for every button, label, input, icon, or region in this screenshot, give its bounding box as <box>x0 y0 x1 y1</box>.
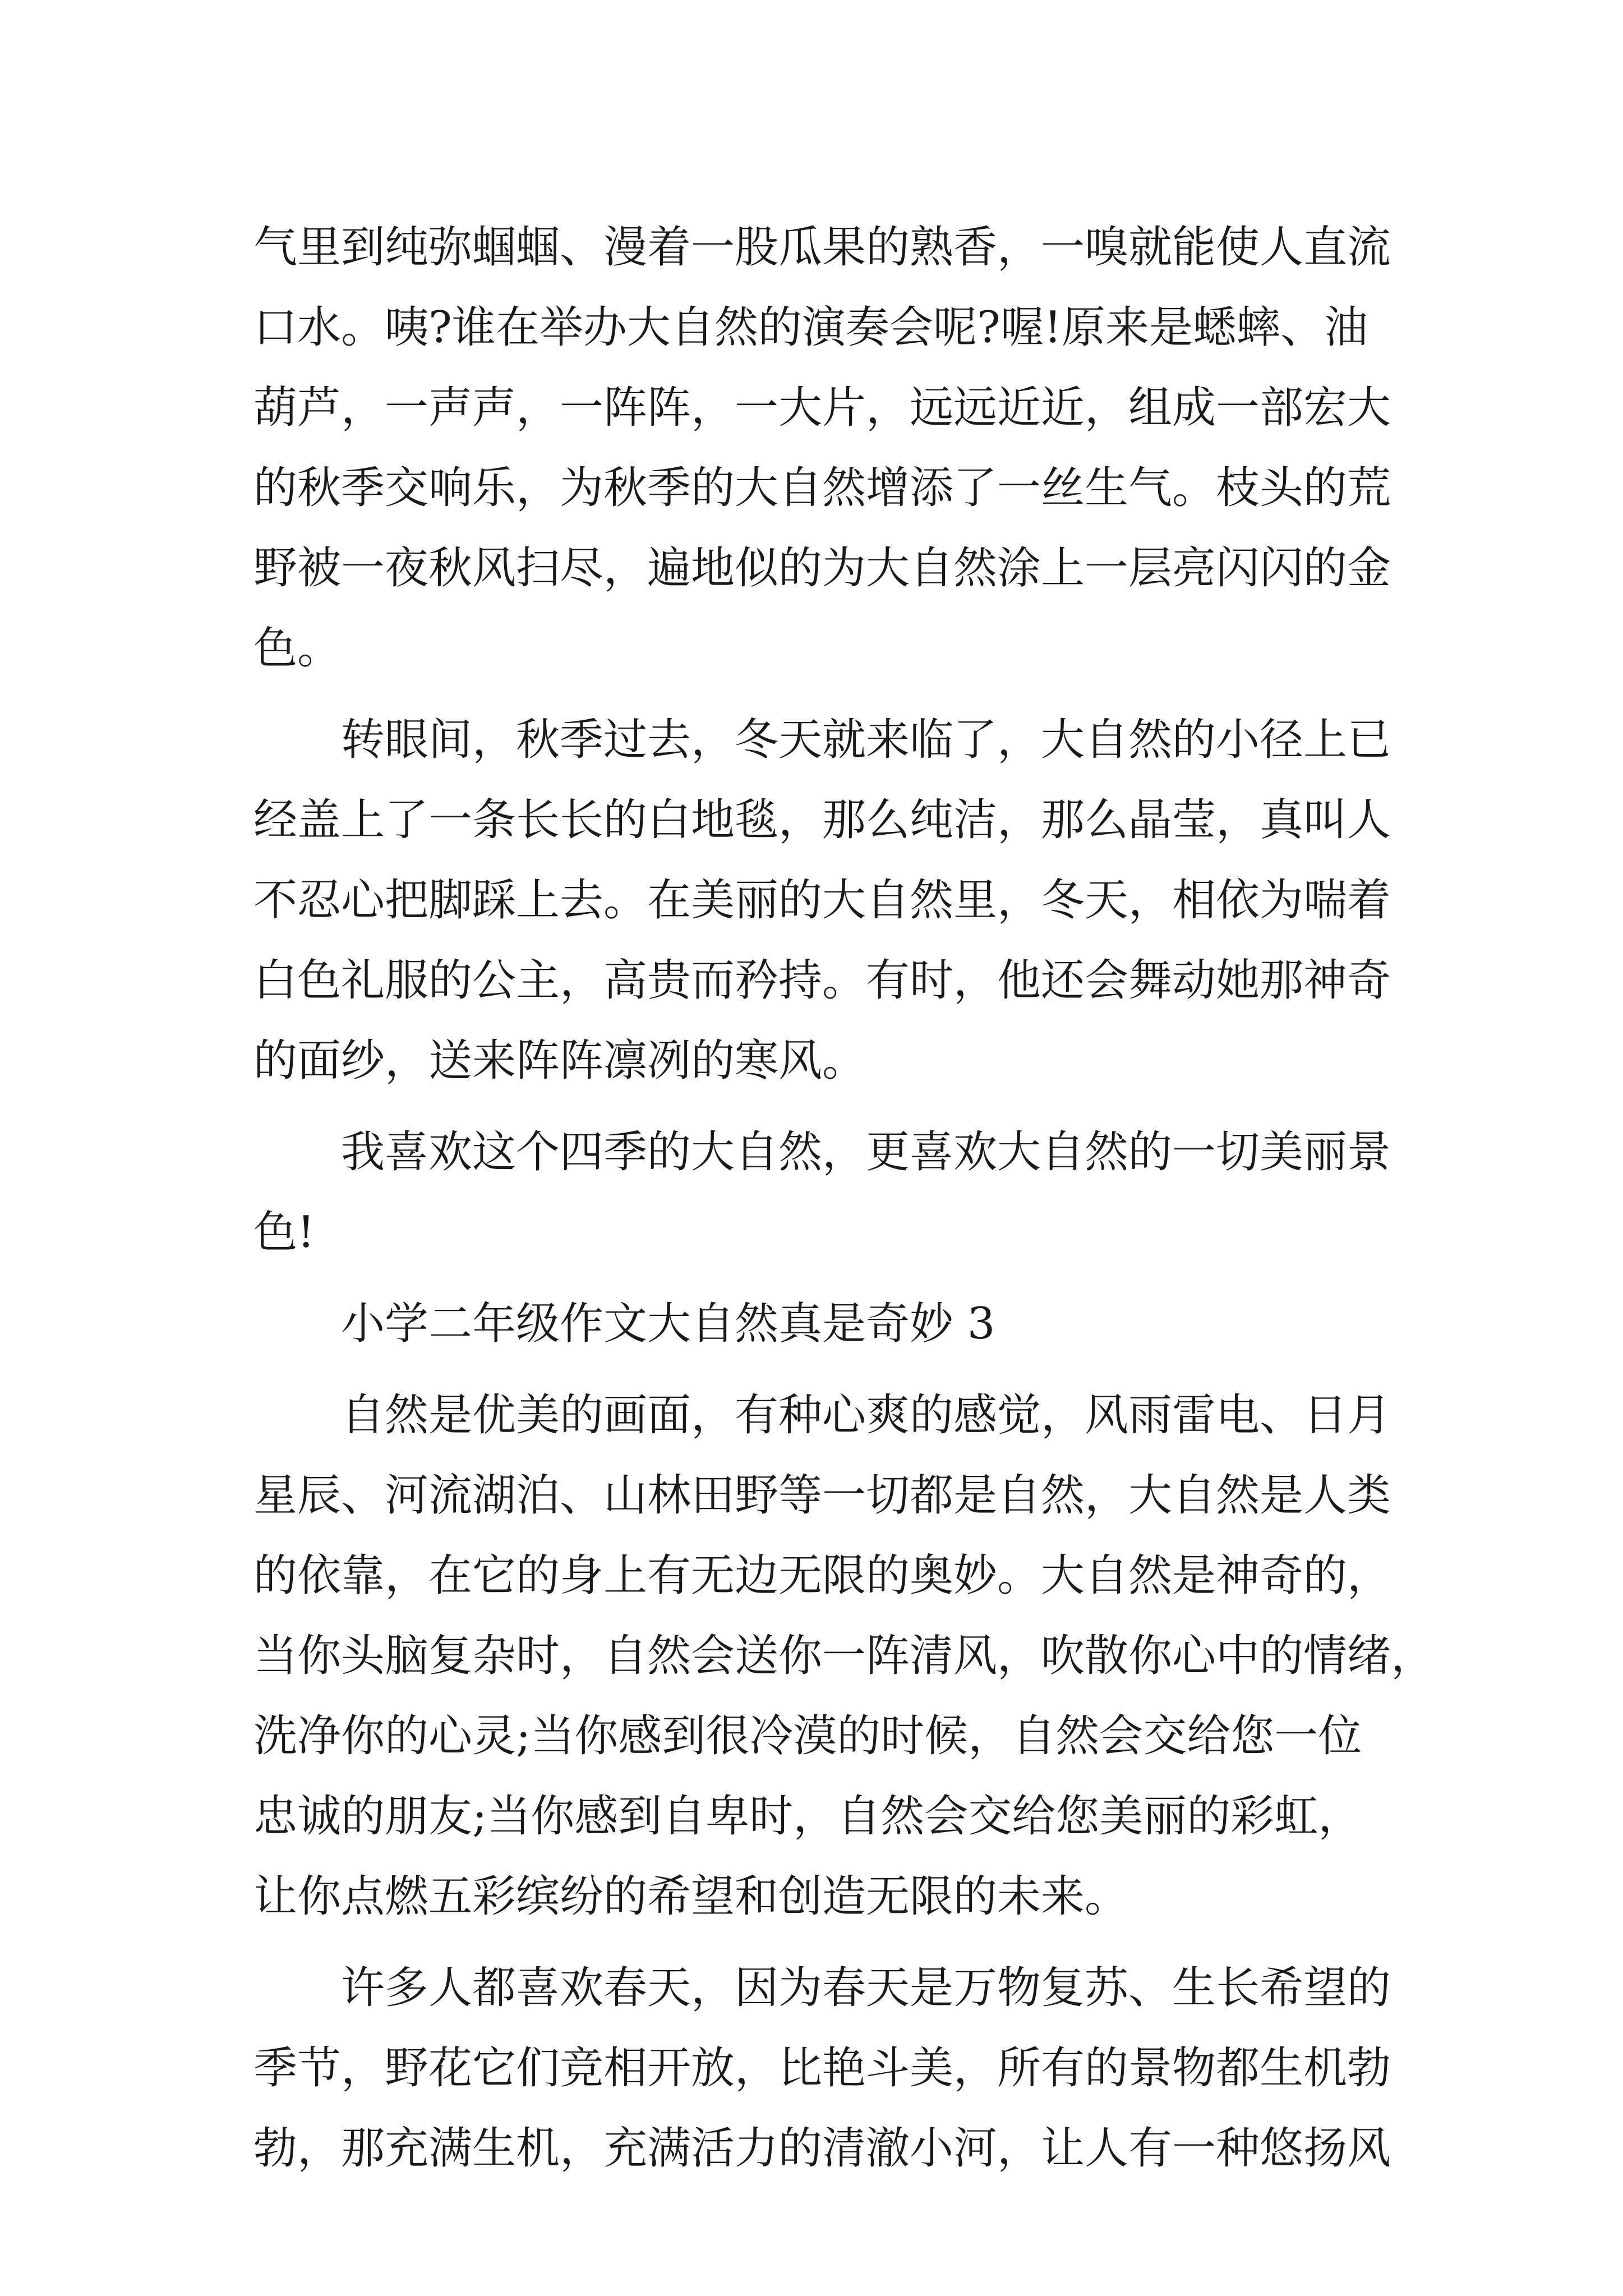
text-line: 星辰、河流湖泊、山林田野等一切都是自然，大自然是人类 <box>253 1470 1391 1521</box>
paragraph-nature <box>253 1375 1435 1937</box>
text-line: 洗净你的心灵;当你感到很冷漠的时候，自然会交给您一位 <box>253 1711 1362 1761</box>
text-line: 口水。咦?谁在举办大自然的演奏会呢?喔!原来是蟋蟀、油 <box>253 302 1368 353</box>
text-line: 忠诚的朋友;当你感到自卑时，自然会交给您美丽的彩虹， <box>253 1791 1362 1842</box>
section-title <box>253 1284 1381 1364</box>
text-line: 勃，那充满生机，充满活力的清澈小河，让人有一种悠扬风 <box>253 2123 1391 2174</box>
paragraph-winter <box>253 700 1391 1101</box>
text-line: 经盖上了一条长长的白地毯，那么纯洁，那么晶莹，真叫人 <box>253 795 1391 845</box>
text-line: 气里到纯弥蝈蝈、漫着一股瓜果的熟香，一嗅就能使人直流 <box>253 222 1391 273</box>
text-line: 转眼间，秋季过去，冬天就来临了，大自然的小径上已 <box>341 715 1391 765</box>
section-title-text: 小学二年级作文大自然真是奇妙 3 <box>341 1299 995 1349</box>
text-line: 季节，野花它们竞相开放，比艳斗美，所有的景物都生机勃 <box>253 2043 1391 2093</box>
text-line: 野被一夜秋风扫尽，遍地似的为大自然涂上一层亮闪闪的金 <box>253 543 1391 593</box>
text-line: 我喜欢这个四季的大自然，更喜欢大自然的一切美丽景 <box>341 1127 1391 1177</box>
document-body <box>253 208 1435 2200</box>
text-line: 当你头脑复杂时，自然会送你一阵清风，吹散你心中的情绪， <box>253 1631 1435 1681</box>
paragraph-spring <box>253 1948 1391 2189</box>
text-line: 色! <box>253 1207 315 1258</box>
text-line: 的秋季交响乐，为秋季的大自然增添了一丝生气。枝头的荒 <box>253 463 1391 513</box>
text-line: 不忍心把脚踩上去。在美丽的大自然里，冬天，相依为喘着 <box>253 875 1391 926</box>
text-line: 色。 <box>253 623 342 674</box>
text-line: 许多人都喜欢春天，因为春天是万物复苏、生长希望的 <box>341 1963 1391 2013</box>
paragraph-autumn <box>253 208 1391 689</box>
text-line: 葫芦，一声声，一阵阵，一大片，远远近近，组成一部宏大 <box>253 383 1391 433</box>
text-line: 的依靠，在它的身上有无边无限的奥妙。大自然是神奇的， <box>253 1550 1391 1601</box>
paragraph-four-seasons <box>253 1112 1391 1273</box>
text-line: 的面纱，送来阵阵凛冽的寒风。 <box>253 1036 866 1086</box>
text-line: 让你点燃五彩缤纷的希望和创造无限的未来。 <box>253 1871 1129 1922</box>
text-line: 自然是优美的画面，有种心爽的感觉，风雨雷电、日月 <box>341 1390 1391 1441</box>
text-line: 白色礼服的公主，高贵而矜持。有时，他还会舞动她那神奇 <box>253 955 1391 1006</box>
